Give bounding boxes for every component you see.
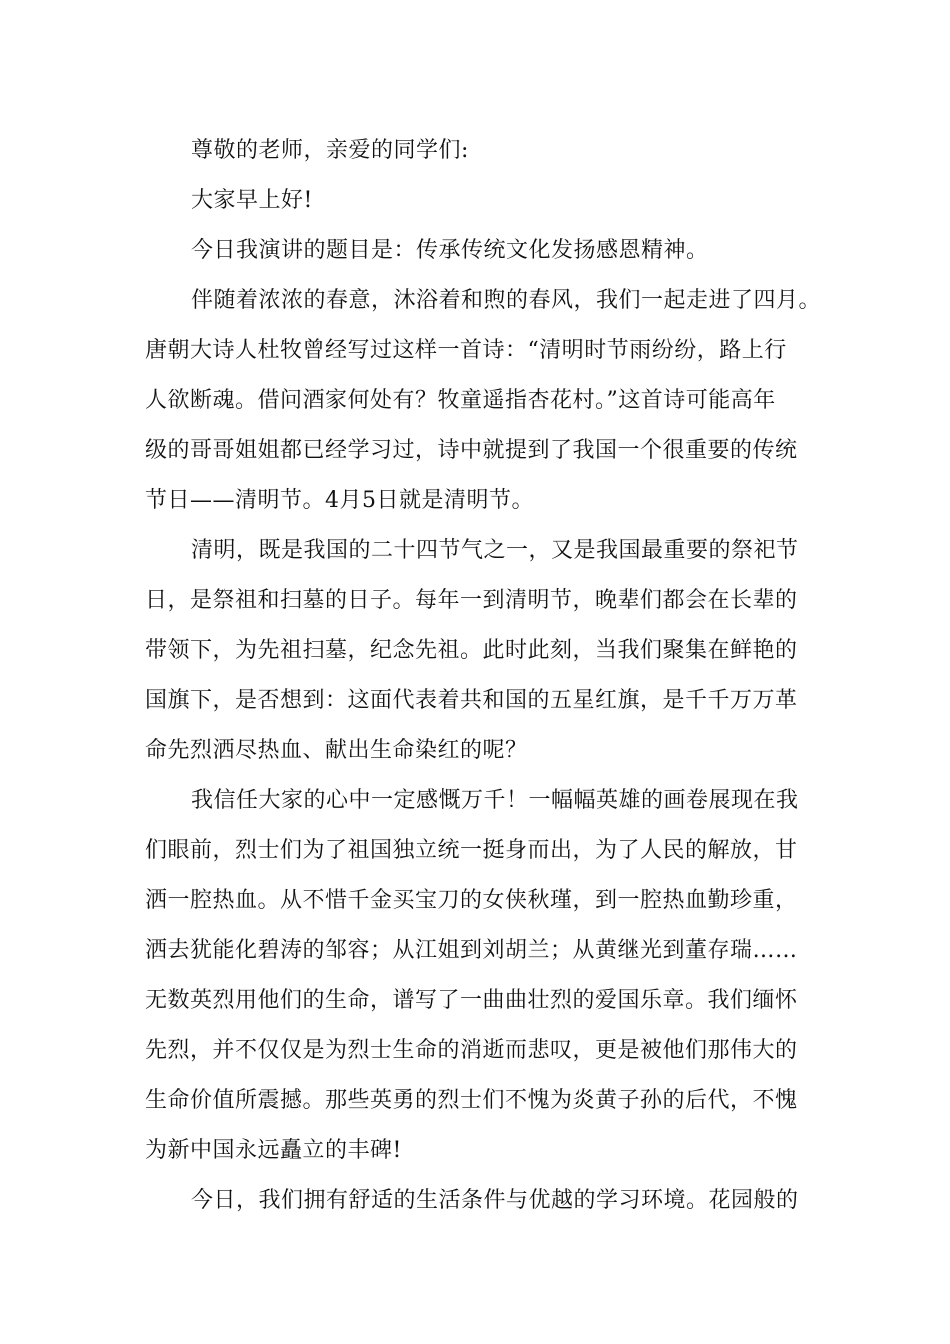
paragraph-line: 我信任大家的心中一定感慨万千！一幅幅英雄的画卷展现在我 [191,788,799,813]
paragraph-line: 带领下，为先祖扫墓，纪念先祖。此时此刻，当我们聚集在鲜艳的 [145,638,798,663]
salutation-line: 尊敬的老师，亲爱的同学们: [191,138,469,163]
paragraph-line: 级的哥哥姐姐都已经学习过，诗中就提到了我国一个很重要的传统 [145,438,798,463]
topic-line: 今日我演讲的题目是：传承传统文化发扬感恩精神。 [191,238,709,263]
greeting-line: 大家早上好! [191,188,313,213]
paragraph-line: 无数英烈用他们的生命，谱写了一曲曲壮烈的爱国乐章。我们缅怀 [145,988,798,1013]
paragraph-line: 洒一腔热血。从不惜千金买宝刀的女侠秋瑾，到一腔热血勤珍重， [145,888,798,913]
paragraph-line: 今日，我们拥有舒适的生活条件与优越的学习环境。花园般的 [191,1188,799,1213]
paragraph-line: 为新中国永远矗立的丰碑! [145,1138,402,1163]
paragraph-line: 们眼前，烈士们为了祖国独立统一挺身而出，为了人民的解放，甘 [145,838,798,863]
paragraph-line: 唐朝大诗人杜牧曾经写过这样一首诗：“清明时节雨纷纷，路上行 [145,338,787,363]
paragraph-line: 国旗下，是否想到：这面代表着共和国的五星红旗，是千千万万革 [145,688,798,713]
paragraph-line: 日，是祭祖和扫墓的日子。每年一到清明节，晚辈们都会在长辈的 [145,588,798,613]
paragraph-line: 命先烈洒尽热血、献出生命染红的呢？ [145,738,528,763]
paragraph-line: 人欲断魂。借问酒家何处有？牧童遥指杏花村。”这首诗可能高年 [145,388,776,413]
paragraph-line: 先烈，并不仅仅是为烈士生命的消逝而悲叹，更是被他们那伟大的 [145,1038,798,1063]
paragraph-line: 伴随着浓浓的春意，沐浴着和煦的春风，我们一起走进了四月。 [191,288,822,313]
paragraph-line: 生命价值所震撼。那些英勇的烈士们不愧为炎黄子孙的后代，不愧 [145,1088,798,1113]
paragraph-line: 洒去犹能化碧涛的邹容；从江姐到刘胡兰；从黄继光到董存瑞…… [145,938,798,963]
paragraph-line: 清明，既是我国的二十四节气之一，又是我国最重要的祭祀节 [191,538,799,563]
paragraph-line: 节日——清明节。4月5日就是清明节。 [145,488,534,513]
